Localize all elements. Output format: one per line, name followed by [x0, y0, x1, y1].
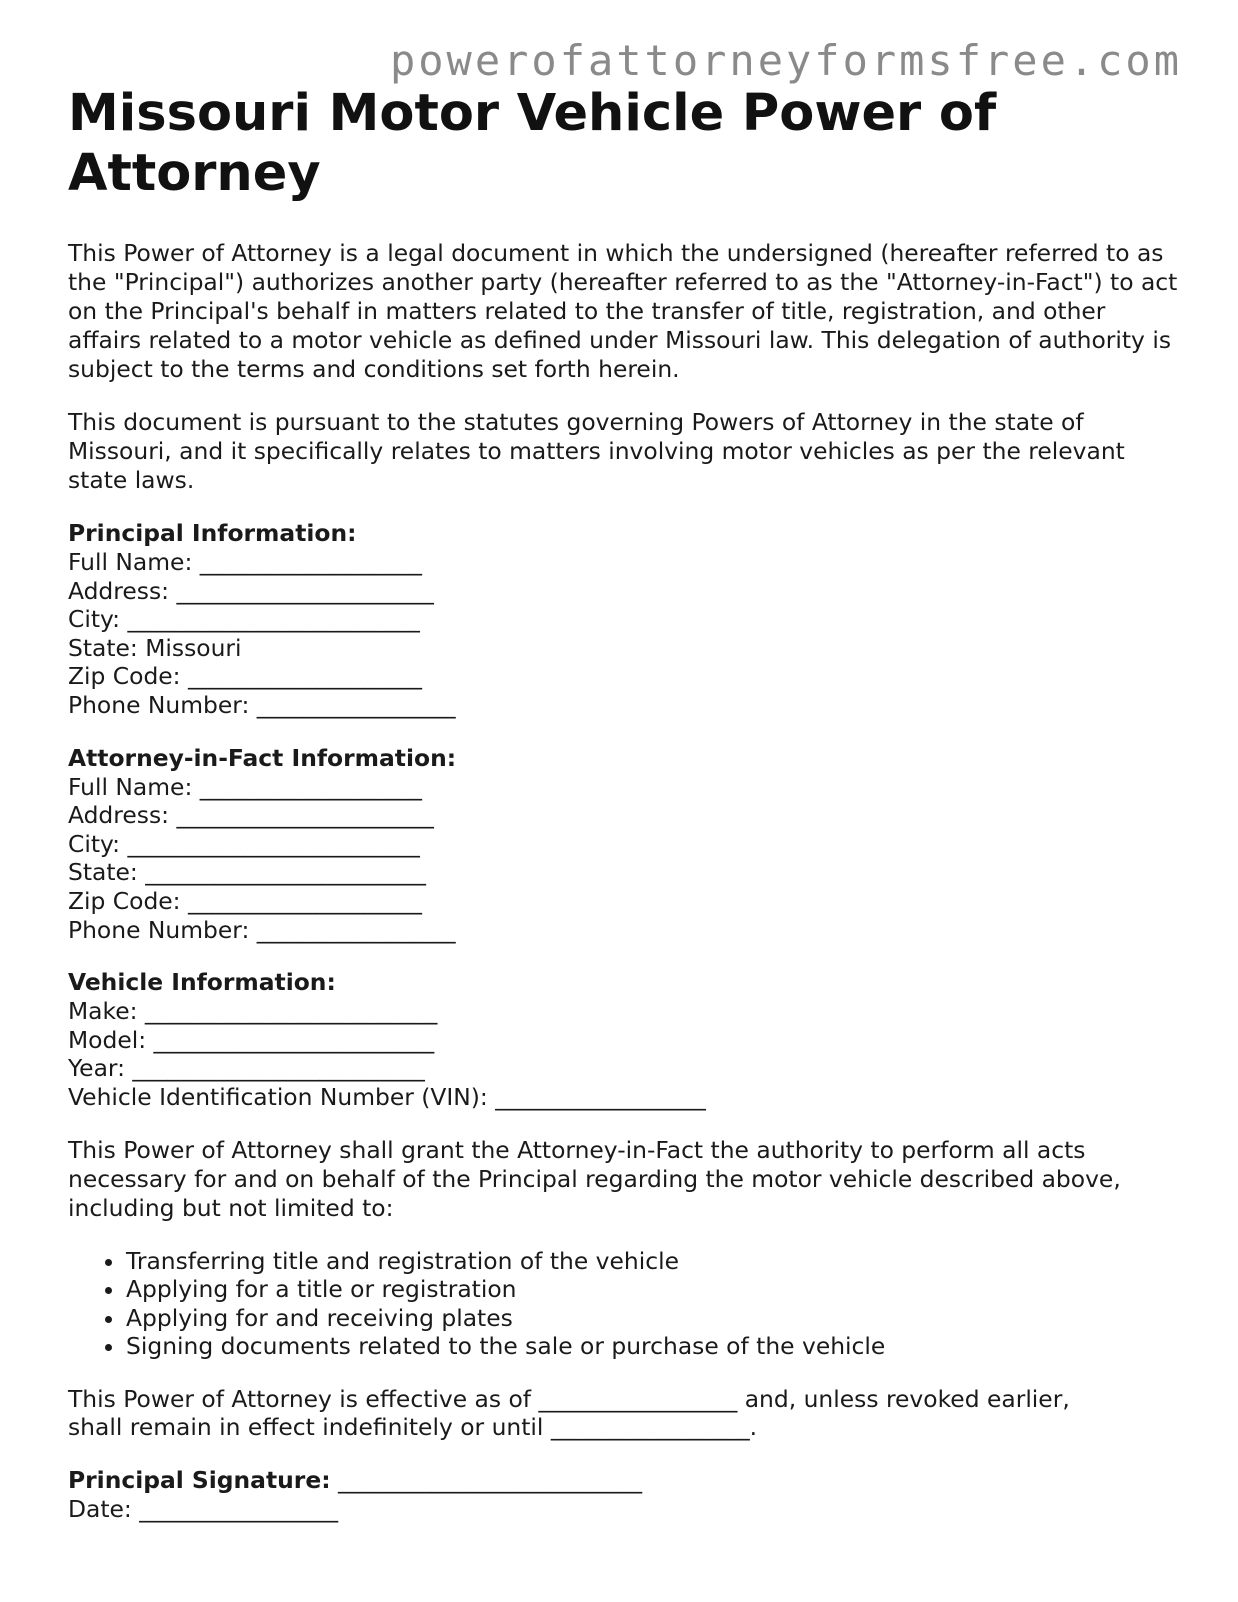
list-item: • Transferring title and registration of the vehicle	[126, 1247, 1178, 1276]
vehicle-heading: Vehicle Information:	[68, 968, 336, 997]
vehicle-year-field: Year: _________________________	[68, 1054, 425, 1083]
attorney-heading: Attorney-in-Fact Information:	[68, 743, 457, 772]
list-item: • Applying for a title or registration	[126, 1275, 1178, 1304]
attorney-full-name-field: Full Name: ___________________	[68, 772, 422, 801]
powers-list	[68, 1247, 1178, 1361]
list-item: • Applying for and receiving plates	[126, 1304, 1178, 1333]
effective-until-line: shall remain in effect indefinitely or until _________________.	[68, 1413, 758, 1442]
principal-address-field: Address: ______________________	[68, 576, 434, 605]
grant-paragraph: This Power of Attorney shall grant the Attorney-in-Fact the authority to perform all acts necessary for and on behalf of the Principal regarding the motor vehicle described above, including but not limited to:	[68, 1135, 1121, 1222]
watermark-site-url: powerofattorneyformsfree.com	[389, 36, 1182, 85]
list-item: • Signing documents related to the sale or purchase of the vehicle	[126, 1332, 1178, 1361]
principal-full-name-field: Full Name: ___________________	[68, 548, 422, 576]
principal-phone-field: Phone Number: _________________	[68, 690, 456, 719]
vehicle-make-field: Make: _________________________	[68, 997, 438, 1026]
attorney-section	[68, 744, 1178, 945]
attorney-address-field: Address: ______________________	[68, 801, 434, 830]
vehicle-model-field: Model: ________________________	[68, 1025, 435, 1054]
attorney-city-field: City: _________________________	[68, 829, 420, 858]
document-body	[68, 84, 1178, 1523]
effective-date-line: This Power of Attorney is effective as of _________________ and, unless revoked earlier,	[68, 1384, 1070, 1413]
principal-signature-blank: __________________________	[330, 1466, 643, 1495]
principal-section	[68, 519, 1178, 720]
intro-paragraph-1: This Power of Attorney is a legal document in which the undersigned (hereafter referred to as the "Principal") authorizes another party (hereafter referred to as the "Attorney-in-Fact") to act on the Principal's behalf in matters related to the transfer of title, registration, and other affairs related to a motor vehicle as defined under Missouri law. This delegation of authority is subject to the terms and conditions set forth herein.	[68, 239, 1178, 383]
signature-section	[68, 1466, 1178, 1523]
principal-signature-label: Principal Signature:	[68, 1466, 331, 1495]
attorney-zip-field: Zip Code: ____________________	[68, 886, 422, 915]
signature-date-field: Date: _________________	[68, 1494, 339, 1523]
effective-section	[68, 1385, 1178, 1442]
vehicle-section	[68, 968, 1178, 1111]
principal-city-field: City: _________________________	[68, 605, 420, 634]
document-title: Missouri Motor Vehicle Power of Attorney	[68, 84, 997, 203]
attorney-state-field: State: ________________________	[68, 858, 426, 887]
attorney-phone-field: Phone Number: _________________	[68, 915, 456, 944]
principal-signature-line	[68, 1466, 1178, 1495]
principal-heading: Principal Information:	[68, 519, 357, 547]
principal-state-field: State: Missouri	[68, 633, 242, 662]
principal-zip-field: Zip Code: ____________________	[68, 662, 422, 691]
vehicle-vin-field: Vehicle Identification Number (VIN): __________________	[68, 1082, 706, 1111]
intro-paragraph-2: This document is pursuant to the statutes governing Powers of Attorney in the state of Missouri, and it specifically relates to matters involving motor vehicles as per the relevant state laws.	[68, 408, 1125, 494]
